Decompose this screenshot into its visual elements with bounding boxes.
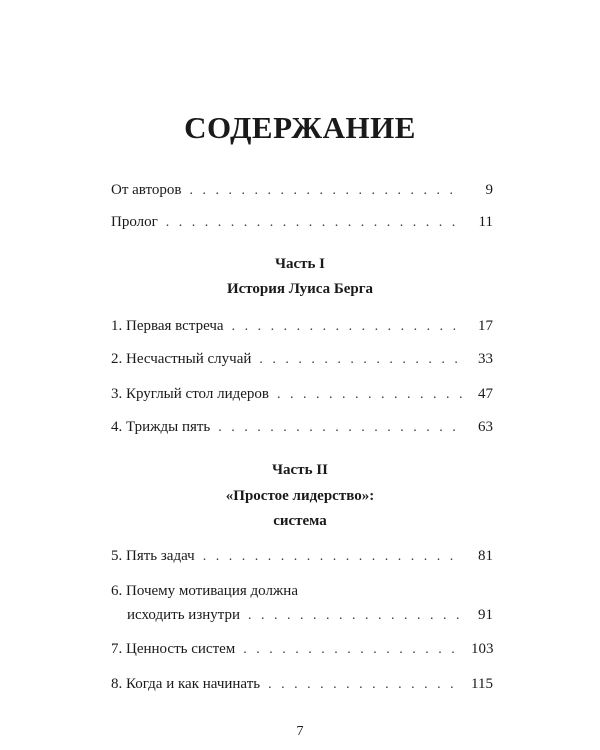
toc-entry-from-authors[interactable]	[111, 181, 493, 200]
page-title: СОДЕРЖАНИЕ	[184, 110, 416, 145]
dot-leader	[218, 419, 463, 437]
dot-leader	[268, 676, 463, 694]
page-number: 7	[296, 724, 304, 739]
toc-entry-page: 11	[478, 214, 493, 230]
toc-entry-label: исходить изнутри	[127, 607, 241, 623]
toc-entry-page: 63	[478, 419, 493, 435]
dot-leader	[232, 318, 463, 336]
toc-entry-label: 3. Круглый стол лидеров	[111, 386, 269, 402]
toc-entry-page: 47	[478, 386, 493, 402]
toc-entry-label: 8. Когда и как начинать	[111, 676, 261, 692]
toc-entry-page: 91	[478, 607, 493, 623]
part-1-number: Часть I	[274, 256, 326, 272]
part-1-title: История Луиса Берга	[226, 281, 374, 297]
toc-entry-chapter-6-line-1[interactable]: 6. Почему мотивация должна	[111, 583, 298, 599]
toc-entry-label: 5. Пять задач	[111, 548, 195, 564]
toc-entry-chapter-5[interactable]	[111, 547, 493, 566]
dot-leader	[243, 641, 463, 659]
toc-entry-page: 17	[478, 318, 493, 334]
part-2-title-line-1: «Простое лидерство»:	[225, 488, 375, 504]
toc-entry-chapter-8[interactable]	[111, 675, 493, 694]
toc-entry-label: 7. Ценность систем	[111, 641, 236, 657]
toc-entry-chapter-1[interactable]	[111, 317, 493, 336]
toc-entry-label: 2. Несчастный случай	[111, 351, 252, 367]
toc-entry-label: 4. Трижды пять	[111, 419, 211, 435]
toc-entry-label: Пролог	[111, 214, 158, 230]
toc-entry-page: 33	[478, 351, 493, 367]
toc-entry-label: От авторов	[111, 182, 182, 198]
toc-entry-chapter-4[interactable]	[111, 418, 493, 437]
dot-leader	[166, 214, 463, 232]
toc-entry-page: 81	[478, 548, 493, 564]
toc-entry-label: 1. Первая встреча	[111, 318, 224, 334]
dot-leader	[259, 351, 463, 369]
toc-entry-prologue[interactable]	[111, 213, 493, 232]
part-2-title-line-2: система	[273, 513, 327, 529]
dot-leader	[248, 607, 463, 625]
toc-entry-chapter-3[interactable]	[111, 385, 493, 404]
toc-entry-chapter-6[interactable]	[127, 606, 493, 625]
toc-entry-page: 103	[471, 641, 494, 657]
toc-entry-chapter-7[interactable]	[111, 640, 493, 659]
dot-leader	[277, 386, 463, 404]
part-2-number: Часть II	[272, 462, 328, 478]
dot-leader	[203, 548, 463, 566]
toc-entry-chapter-2[interactable]	[111, 350, 493, 369]
toc-entry-page: 115	[471, 676, 493, 692]
toc-entry-page: 9	[485, 182, 493, 198]
dot-leader	[189, 182, 463, 200]
